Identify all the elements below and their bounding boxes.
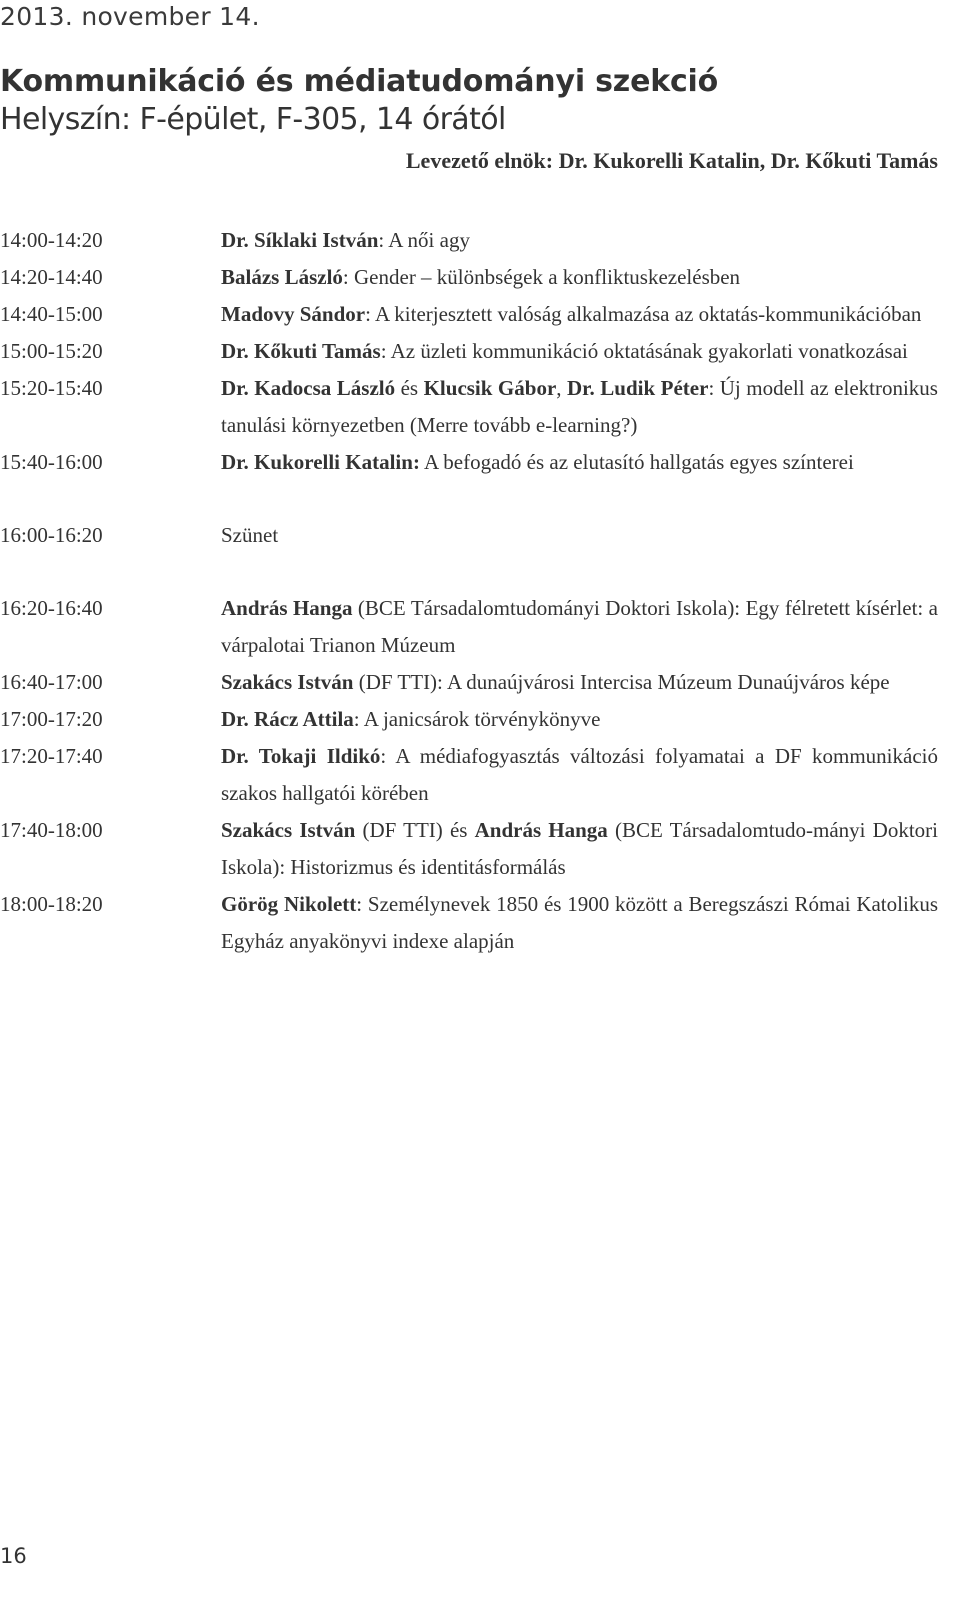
speaker-name: Görög Nikolett	[221, 892, 357, 916]
talk-description	[221, 812, 938, 886]
time-slot: 15:40-16:00	[0, 450, 103, 474]
talk-description	[221, 444, 938, 481]
talk-text: : Az üzleti kommunikáció oktatásának gyakorlati vonatkozásai	[380, 339, 908, 363]
time-slot: 18:00-18:20	[0, 892, 103, 916]
section-title: Kommunikáció és médiatudományi szekció	[0, 64, 719, 99]
schedule-row	[0, 886, 938, 960]
schedule-row	[0, 222, 938, 259]
talk-text: : Gender – különbségek a konfliktuskezelésben	[342, 265, 741, 289]
talk-text: és	[395, 376, 424, 400]
schedule-row	[0, 738, 938, 812]
speaker-name: Balázs László	[221, 265, 343, 289]
time-slot: 14:40-15:00	[0, 302, 103, 326]
talk-text: Szünet	[221, 523, 279, 547]
schedule-row	[0, 333, 938, 370]
talk-text: : A médiafogyasztás változási folyamatai a DF kommunikáció szakos hallgatói körében	[221, 744, 938, 805]
speaker-name: András Hanga	[221, 596, 353, 620]
time-slot: 17:00-17:20	[0, 707, 103, 731]
speaker-name: Madovy Sándor	[221, 302, 366, 326]
time-slot: 17:40-18:00	[0, 818, 103, 842]
schedule-row	[0, 370, 938, 444]
time-slot: 16:00-16:20	[0, 523, 103, 547]
talk-description	[221, 517, 938, 554]
talk-description	[221, 664, 938, 701]
schedule-row	[0, 664, 938, 701]
speaker-name: Dr. Kőkuti Tamás	[221, 339, 381, 363]
schedule-row	[0, 517, 938, 554]
talk-description	[221, 259, 938, 296]
speaker-name: Szakács István	[221, 670, 354, 694]
speaker-name: Dr. Ludik Péter	[567, 376, 709, 400]
schedule-row	[0, 296, 938, 333]
schedule-row	[0, 444, 938, 481]
talk-description	[221, 590, 938, 664]
time-slot: 16:20-16:40	[0, 596, 103, 620]
talk-description	[221, 333, 938, 370]
talk-text: : A női agy	[378, 228, 470, 252]
talk-text: : Új modell az elektronikus tanulási környezetben (Merre tovább e-learning?)	[221, 376, 938, 437]
time-slot: 15:20-15:40	[0, 376, 103, 400]
speaker-name: András Hanga	[474, 818, 608, 842]
speaker-name: Dr. Síklaki István	[221, 228, 379, 252]
talk-description	[221, 296, 938, 333]
speaker-name: Dr. Kukorelli Katalin:	[221, 450, 420, 474]
talk-text: (DF TTI): A dunaújvárosi Intercisa Múzeum Dunaújváros képe	[353, 670, 890, 694]
schedule-row	[0, 259, 938, 296]
speaker-name: Dr. Rácz Attila	[221, 707, 354, 731]
talk-description	[221, 370, 938, 444]
schedule-row	[0, 812, 938, 886]
time-slot: 14:20-14:40	[0, 265, 103, 289]
talk-text: : A janicsárok törvénykönyve	[353, 707, 601, 731]
talk-text: A befogadó és az elutasító hallgatás egyes színterei	[419, 450, 854, 474]
time-slot: 15:00-15:20	[0, 339, 103, 363]
talk-description	[221, 222, 938, 259]
time-slot: 14:00-14:20	[0, 228, 103, 252]
time-slot: 16:40-17:00	[0, 670, 103, 694]
session-chair: Levezető elnök: Dr. Kukorelli Katalin, Dr. Kőkuti Tamás	[405, 148, 938, 173]
speaker-name: Szakács István	[221, 818, 356, 842]
talk-text: (BCE Társadalomtudományi Doktori Iskola): Egy félretett kísérlet: a várpalotai Trianon Múzeum	[221, 596, 938, 657]
talk-text: (BCE Társadalomtudo-mányi Doktori Iskola): Historizmus és identitásformálás	[221, 818, 939, 879]
talk-text: (DF TTI) és	[355, 818, 475, 842]
speaker-name: Dr. Kadocsa László	[221, 376, 396, 400]
session-date: 2013. november 14.	[0, 2, 260, 31]
speaker-name: Klucsik Gábor	[423, 376, 557, 400]
talk-description	[221, 738, 938, 812]
schedule-row	[0, 590, 938, 664]
talk-description	[221, 886, 938, 960]
schedule-row	[0, 701, 938, 738]
schedule-list	[0, 222, 938, 960]
talk-text: : A kiterjesztett valóság alkalmazása az oktatás-kommunikációban	[365, 302, 922, 326]
talk-description	[221, 701, 938, 738]
time-slot: 17:20-17:40	[0, 744, 103, 768]
speaker-name: Dr. Tokaji Ildikó	[221, 744, 381, 768]
talk-text: ,	[556, 376, 567, 400]
location-line: Helyszín: F-épület, F-305, 14 órától	[0, 102, 506, 137]
page-number: 16	[0, 1544, 27, 1568]
talk-text: : Személynevek 1850 és 1900 között a Beregszászi Római Katolikus Egyház anyakönyvi indexe alapján	[221, 892, 938, 953]
